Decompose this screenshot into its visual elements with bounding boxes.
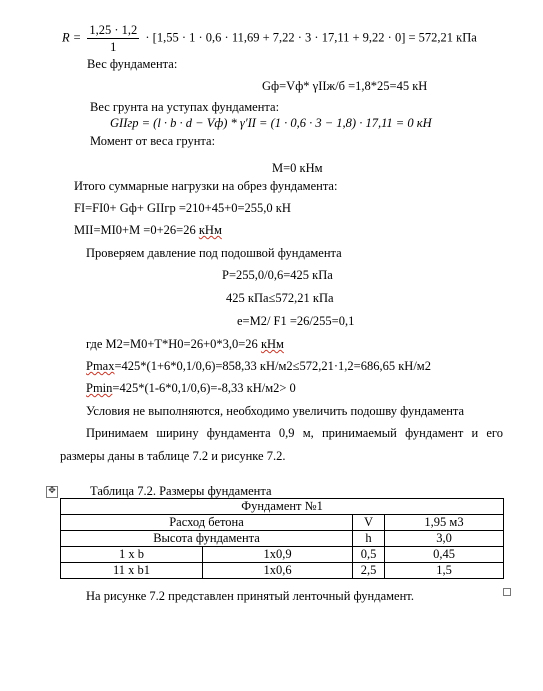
height-value-cell: 3,0 xyxy=(385,531,504,547)
total-m-formula xyxy=(74,222,222,238)
where-unit: кНм xyxy=(260,337,284,351)
total-m-text: MII=MI0+M =0+26=26 xyxy=(74,223,199,237)
height-symbol-cell: h xyxy=(353,531,385,547)
formula-lhs: R = xyxy=(62,30,82,45)
accept-paragraph-line1: Принимаем ширину фундамента 0,9 м, принимаемый фундамент и его xyxy=(86,426,503,440)
table-resize-handle[interactable] xyxy=(503,588,511,596)
check-label: Проверяем давление под подошвой фундамента xyxy=(86,246,342,260)
foundation-weight-label: Вес фундамента: xyxy=(87,57,178,71)
table-cell: 2,5 xyxy=(353,563,385,579)
fraction-denominator: 1 xyxy=(110,40,117,54)
table-row xyxy=(61,531,504,547)
table-row xyxy=(61,499,504,515)
table-cell: 0,45 xyxy=(385,547,504,563)
total-m-unit: кНм xyxy=(198,223,222,237)
pressure-compare: 425 кПа≤572,21 кПа xyxy=(226,291,334,305)
table-cell: 11 x b1 xyxy=(61,563,203,579)
total-loads-label: Итого суммарные нагрузки на обрез фундамента: xyxy=(74,179,338,193)
foundation-dimensions-table xyxy=(60,498,504,579)
figure-reference: На рисунке 7.2 представлен принятый ленточный фундамент. xyxy=(86,589,414,603)
concrete-symbol-cell: V xyxy=(353,515,385,531)
height-label-cell: Высота фундамента xyxy=(61,531,353,547)
foundation-weight-formula: Gф=Vф* γIIж/б =1,8*25=45 кН xyxy=(262,79,428,93)
accept-paragraph-line2: размеры даны в таблице 7.2 и рисунке 7.2. xyxy=(60,449,286,463)
bearing-capacity-formula xyxy=(62,22,477,55)
pmax-label: Pmax xyxy=(86,359,115,373)
moment-where-line xyxy=(86,336,284,352)
concrete-value-cell: 1,95 м3 xyxy=(385,515,504,531)
table-cell: 1,5 xyxy=(385,563,504,579)
pressure-formula: P=255,0/0,6=425 кПа xyxy=(222,268,333,282)
table-title-cell: Фундамент №1 xyxy=(61,499,504,515)
table-cell: 1x0,6 xyxy=(203,563,353,579)
formula-fraction xyxy=(87,22,139,55)
pmin-formula: =425*(1-6*0,1/0,6)=-8,33 кН/м2> 0 xyxy=(112,381,296,395)
pmax-formula: =425*(1+6*0,1/0,6)=858,33 кН/м2≤572,21·1,2=686,65 кН/м2 xyxy=(114,359,431,373)
pmax-line xyxy=(86,358,431,374)
pmin-line xyxy=(86,380,296,396)
eccentricity-formula: e=M2/ F1 =26/255=0,1 xyxy=(237,314,355,328)
table-row xyxy=(61,563,504,579)
fraction-numerator: 1,25 · 1,2 xyxy=(89,23,138,37)
table-caption: Таблица 7.2. Размеры фундамента xyxy=(90,484,272,498)
soil-weight-formula: GIIгр = (l · b · d − Vф) * γ′II = (1 · 0,6 · 3 − 1,8) · 17,11 = 0 кН xyxy=(110,116,432,130)
soil-moment-value: M=0 кНм xyxy=(272,161,323,175)
table-move-handle-icon[interactable]: ✥ xyxy=(46,486,58,498)
soil-moment-label: Момент от веса грунта: xyxy=(90,134,216,148)
where-text: где M2=M0+T*H0=26+0*3,0=26 xyxy=(86,337,261,351)
pmin-label: Pmin xyxy=(86,381,113,395)
table-cell: 1 x b xyxy=(61,547,203,563)
table-cell: 1x0,9 xyxy=(203,547,353,563)
table-row xyxy=(61,515,504,531)
total-f-formula: FI=FI0+ Gф+ GIIгр =210+45+0=255,0 кН xyxy=(74,201,291,215)
table-row xyxy=(61,547,504,563)
formula-rhs: · [1,55 · 1 · 0,6 · 11,69 + 7,22 · 3 · 17,11 + 9,22 · 0] = 572,21 кПа xyxy=(145,30,477,45)
conclusion-text: Условия не выполняются, необходимо увеличить подошву фундамента xyxy=(86,404,465,418)
concrete-label-cell: Расход бетона xyxy=(61,515,353,531)
table-cell: 0,5 xyxy=(353,547,385,563)
soil-weight-label: Вес грунта на уступах фундамента: xyxy=(90,100,280,114)
